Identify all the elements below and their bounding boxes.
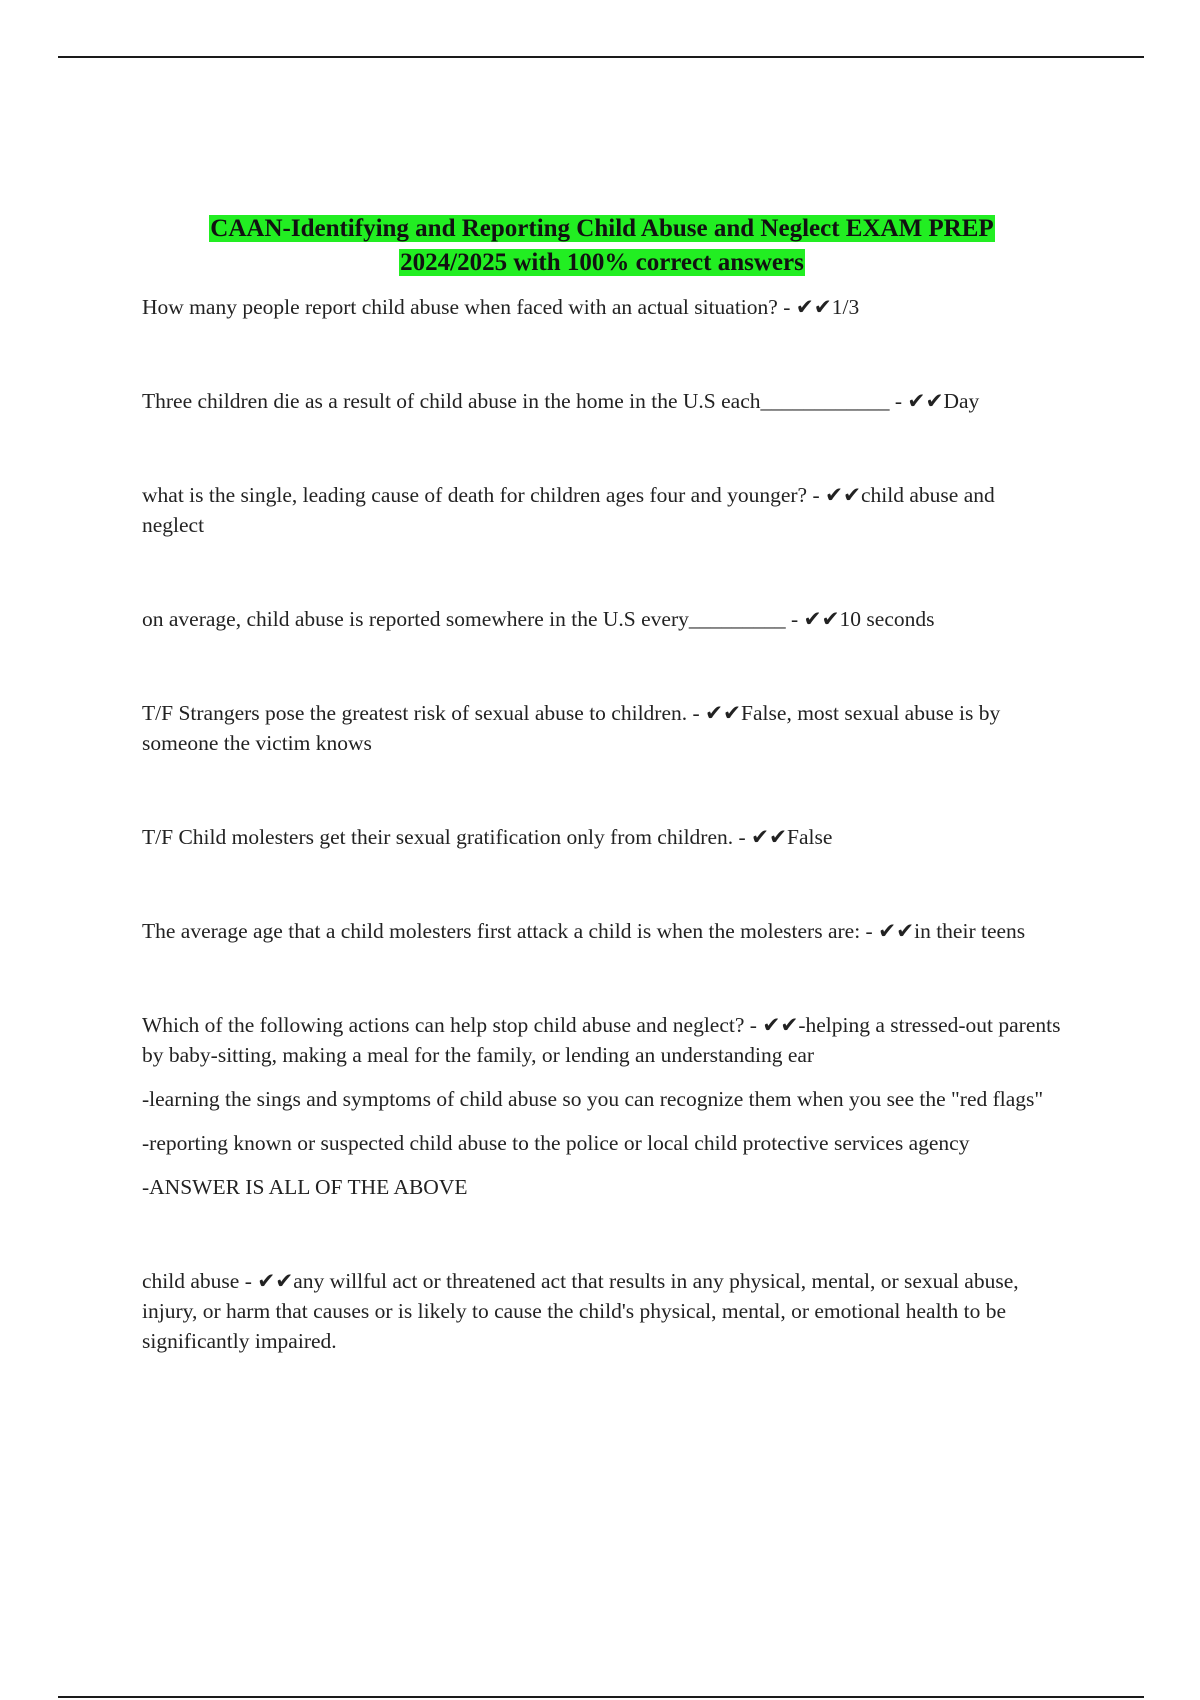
top-rule — [58, 56, 1144, 58]
qa-item-9: child abuse - ✔✔any willful act or threatened act that results in any physical, mental, or sexual abuse, injury, or harm that causes or is likely to cause the child's physical, mental, or emotional health to be significantly impaired. — [142, 1269, 1019, 1353]
qa-item-5: T/F Strangers pose the greatest risk of sexual abuse to children. - ✔✔False, most sexual abuse is by someone the victim knows — [142, 701, 1001, 755]
qa-item-6: T/F Child molesters get their sexual gratification only from children. - ✔✔False — [142, 825, 833, 849]
qa-item-8-answer: -ANSWER IS ALL OF THE ABOVE — [142, 1175, 468, 1199]
qa-item-2: Three children die as a result of child abuse in the home in the U.S each____________ - ✔✔Day — [142, 389, 980, 413]
bottom-rule — [58, 1696, 1144, 1698]
qa-item-8: Which of the following actions can help stop child abuse and neglect? - ✔✔-helping a stressed-out parents by baby-sitting, making a meal for the family, or lending an understanding ear — [142, 1013, 1061, 1067]
qa-item-8-option-3: -reporting known or suspected child abuse to the police or local child protective services agency — [142, 1131, 970, 1155]
document-body — [142, 212, 1062, 1356]
qa-item-4: on average, child abuse is reported somewhere in the U.S every_________ - ✔✔10 seconds — [142, 607, 935, 631]
qa-item-1: How many people report child abuse when faced with an actual situation? - ✔✔1/3 — [142, 295, 860, 319]
title-line-1: CAAN-Identifying and Reporting Child Abuse and Neglect EXAM PREP — [210, 215, 994, 242]
qa-item-7: The average age that a child molesters first attack a child is when the molesters are: - ✔✔in their teens — [142, 919, 1026, 943]
title-line-2: 2024/2025 with 100% correct answers — [400, 249, 804, 276]
qa-item-3: what is the single, leading cause of death for children ages four and younger? - ✔✔child abuse and neglect — [142, 483, 995, 537]
qa-list — [142, 292, 1062, 1356]
document-title — [142, 212, 1062, 280]
qa-item-8-option-2: -learning the sings and symptoms of child abuse so you can recognize them when you see the "red flags" — [142, 1087, 1044, 1111]
